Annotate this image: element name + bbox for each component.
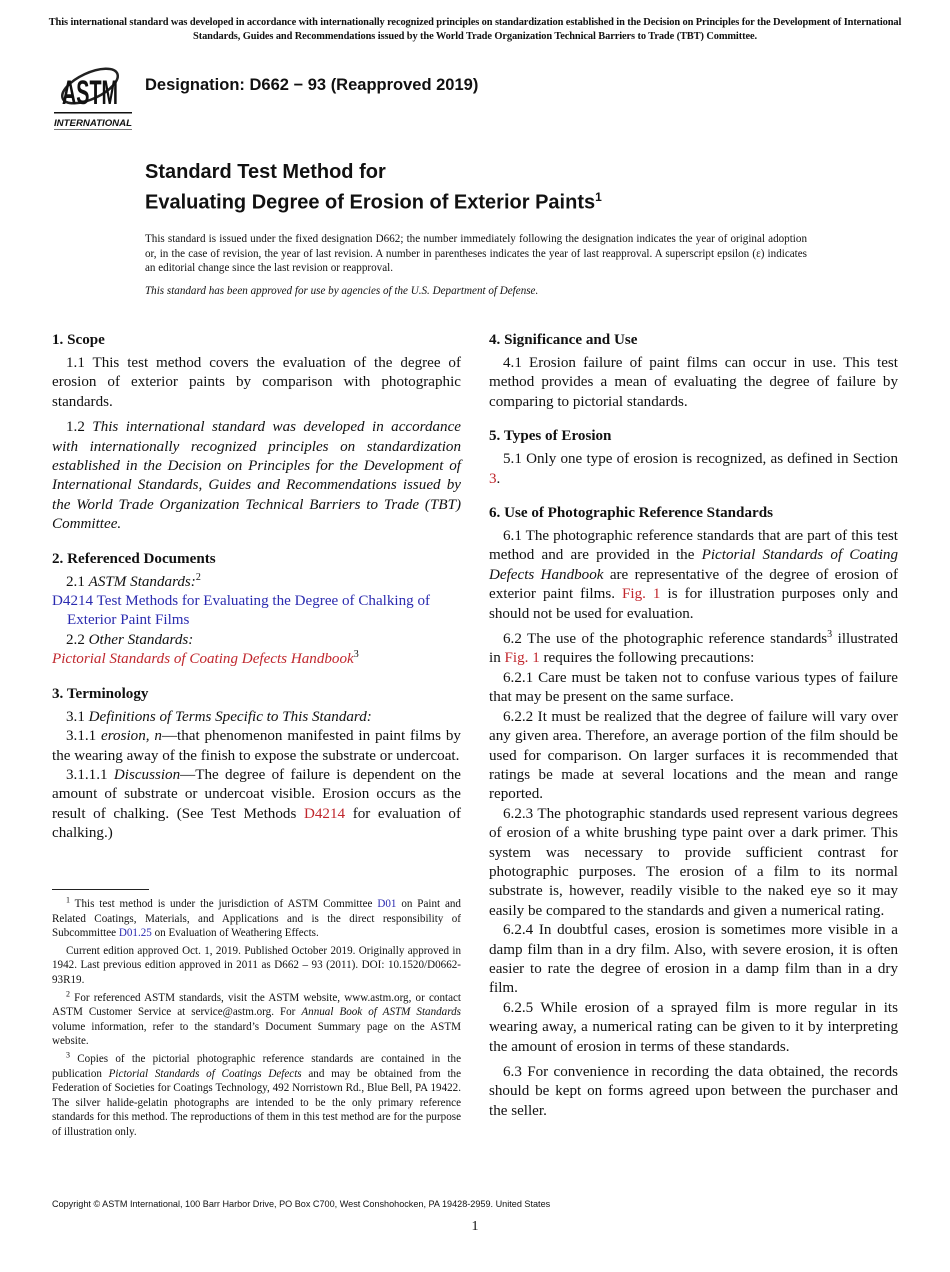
svg-text:INTERNATIONAL: INTERNATIONAL (54, 118, 133, 129)
footnotes (52, 897, 461, 1140)
reference-link[interactable]: D01.25 (118, 927, 152, 940)
text-run: 6.2.5 While erosion of a sprayed film is more regular in its wearing away, a numerical rating can be given to it by interpreting the amount of erosion in terms of these standards. (489, 999, 898, 1055)
designation: Designation: D662 − 93 (Reapproved 2019) (145, 76, 479, 94)
text-run: requires the following precautions: (539, 650, 755, 667)
title-line-1: Standard Test Method for (145, 161, 386, 183)
text-run: 4.1 Erosion failure of paint films can occur in use. This test method provides a mean of evaluating the degree of failure by comparing to pictorial standards. (489, 355, 898, 410)
text-run: This test method is under the jurisdiction of ASTM Committee (70, 898, 378, 910)
paragraph (52, 354, 461, 412)
text-run: erosion, n (101, 728, 162, 745)
reference-link[interactable]: D4214 (303, 805, 346, 822)
text-run: . (496, 470, 501, 487)
text-run: Other Standards: (88, 631, 194, 648)
text-run: Pictorial Standards of Coatings Defects (108, 1067, 302, 1080)
text-run: on Evaluation of Weathering Effects. (151, 927, 319, 940)
dod-approval-note: This standard has been approved for use by agencies of the U.S. Department of Defense. (145, 285, 539, 298)
abstract (145, 232, 807, 299)
paragraph (52, 727, 461, 766)
text-run: illustrated in (489, 631, 898, 667)
left-column (52, 330, 461, 844)
text-run: 6.2 The use of the photographic reference standards (503, 631, 828, 648)
text-run: This international standard was developed in accordance with internationally recognized principles on standardization established in the Decision on Principles for the Development of International Standards, Guides and Recommendations issued by the World Trade Organization Technical Barriers to Trade (TBT) Committee. (52, 419, 462, 533)
title-line-2 (145, 185, 602, 216)
paragraph (489, 999, 898, 1057)
reference-link[interactable]: 3 (489, 470, 497, 487)
paragraph (52, 708, 461, 727)
text-run: 2.1 (66, 573, 89, 590)
astm-logo (52, 56, 134, 132)
paragraph (52, 650, 461, 669)
text-run: 2.2 (66, 631, 89, 648)
footnote (52, 1052, 461, 1140)
text-run: 6.2.1 Care must be taken not to confuse various types of failure that may be present on the same surface. (489, 669, 898, 706)
text-run: 6.3 For convenience in recording the data obtained, the records should be kept on forms agreed upon between the purchaser and the seller. (489, 1064, 898, 1119)
footnote-ref[interactable]: 2 (195, 571, 201, 583)
title-line-2-text: Evaluating Degree of Erosion of Exterior Paints (145, 191, 596, 214)
section-heading: 4. Significance and Use (489, 332, 638, 348)
text-run: 6.2.4 In doubtful cases, erosion is sometimes more visible in a damp film than in a dry film. Also, with severe erosion, it is often easier to rate the degree of erosion in a damp film than in a dry film. (489, 922, 898, 997)
copyright: Copyright © ASTM International, 100 Barr Harbor Drive, PO Box C700, West Conshohocken, PA 19428-2959. United States (52, 1199, 551, 1209)
text-run: 3.1 (66, 708, 89, 725)
paragraph (489, 354, 898, 412)
text-run: Discussion (113, 766, 181, 783)
section-heading: 5. Types of Erosion (489, 428, 612, 445)
reference-link[interactable]: Fig. 1 (504, 650, 540, 667)
text-run: Annual Book of ASTM Standards (301, 1006, 461, 1019)
paragraph (489, 805, 898, 921)
page-number: 1 (471, 1219, 479, 1234)
text-run: are representative of the degree of erosion of exterior paint films. (489, 566, 898, 603)
paragraph (52, 766, 461, 844)
text-run: —The degree of failure is dependent on the amount of substrate or undercoat visible. Erosion occurs as the result of chalking. (See Test Methods (52, 766, 462, 822)
text-run: is for illustration purposes only and should not be used for evaluation. (489, 586, 899, 622)
text-run: Pictorial Standards of Coating Defects Handbook (489, 547, 898, 583)
reference-link[interactable]: Pictorial Standards of Coating Defects Handbook (52, 651, 354, 668)
paragraph (489, 921, 898, 999)
text-run: —that phenomenon manifested in paint films by the wearing away of the finish to expose the substrate or undercoat. (52, 728, 461, 764)
footnote (52, 988, 461, 1049)
paragraph (52, 592, 461, 631)
footnote (52, 897, 461, 941)
paragraph (52, 573, 461, 592)
text-run: 6.1 The photographic reference standards that are part of this test method and are provided in the (489, 528, 898, 564)
paragraph (52, 418, 461, 534)
text-run: 3.1.1 (66, 728, 102, 745)
paragraph (489, 1063, 898, 1121)
text-run: and may be obtained from the Federation of Societies for Coatings Technology, 492 Norristown Rd., Blue Bell, PA 19422. The silver halide-gelatin photographs are intended to be the only primary reference standards for this method. The reproductions of them in this test method are for the purpose of illustration only. (52, 1067, 461, 1138)
text-run: Copies of the pictorial photographic reference standards are contained in the publication (52, 1052, 461, 1080)
designation-note: This standard is issued under the fixed designation D662; the number immediately following the designation indicates the year of original adoption or, in the case of revision, the year of last revision. A number in parentheses indicates the year of last reapproval. A superscript epsilon (ε) indicates an editorial change since the last revision or reapproval. (145, 233, 807, 275)
paragraph (52, 631, 461, 650)
text-run: 6.2.2 It must be realized that the degree of failure will vary over any given area. Therefore, an average portion of the film should be used for comparison. On larger surfaces it is recommended that ratings be made at several locations and the mean and range reported. (489, 708, 898, 803)
footnote-ref[interactable]: 3 (66, 1050, 70, 1060)
section-heading: 2. Referenced Documents (52, 550, 216, 567)
section-heading: 3. Terminology (52, 685, 149, 702)
paragraph (489, 527, 898, 624)
text-run: 6.2.3 The photographic standards used represent various degrees of erosion of a white brushing type paint over a dark primer. This system was necessary to provide sufficient contrast for photographic purposes. The erosion of a film to its normal substrate is, however, readily visible to the naked eye so it may easily be compared to the standards and given a numerical rating. (489, 805, 898, 919)
text-run: 3.1.1.1 (66, 766, 114, 783)
footnote-ref[interactable]: 3 (827, 629, 833, 641)
text-run: Current edition approved Oct. 1, 2019. Published October 2019. Originally approved in 1942. Last previous edition approved in 2011 as D662 – 93 (2011). DOI: 10.1520/D0662-93R19. (52, 944, 461, 986)
text-run: 1.1 This test method covers the evaluation of the degree of erosion of exterior paints by comparison with photographic standards. (52, 355, 461, 410)
text-run: Definitions of Terms Specific to This Standard: (88, 708, 372, 725)
text-run: on Paint and Related Coatings, Materials, and Applications and is the direct responsibility of Subcommittee (52, 898, 461, 940)
text-run: 5.1 Only one type of erosion is recognized, as defined in Section (503, 451, 898, 468)
text-run: volume information, refer to the standard’s Document Summary page on the ASTM website. (52, 1020, 461, 1048)
title-footnote-ref[interactable]: 1 (595, 190, 602, 204)
paragraph (489, 450, 898, 489)
text-run: For referenced ASTM standards, visit the ASTM website, www.astm.org, or contact ASTM Customer Service at service@astm.org. For (52, 991, 461, 1019)
text-run: for evaluation of chalking.) (52, 805, 461, 842)
section-heading: 6. Use of Photographic Reference Standards (489, 505, 773, 522)
paragraph (489, 708, 898, 805)
footnote-ref[interactable]: 1 (66, 895, 70, 905)
reference-link[interactable]: Fig. 1 (622, 586, 661, 603)
svg-text:ASTM: ASTM (62, 74, 118, 112)
reference-link[interactable]: D4214 Test Methods for Evaluating the Degree of Chalking of Exterior Paint Films (52, 593, 431, 629)
reference-link[interactable]: D01 (377, 898, 397, 910)
document-title (145, 160, 602, 216)
footnote (52, 944, 461, 988)
international-standard-notice: This international standard was developed in accordance with internationally recognized principles on standardization established in the Decision on Principles for the Development of International Standards, Guides and Recommendations issued by the World Trade Organization Technical Barriers to Trade (TBT) Committee. (48, 17, 902, 42)
paragraph (489, 669, 898, 708)
paragraph (489, 630, 898, 669)
section-heading: 1. Scope (52, 332, 105, 348)
footnote-divider (52, 889, 149, 890)
right-column (489, 330, 898, 1121)
text-run: ASTM Standards: (88, 573, 196, 590)
text-run: 1.2 (66, 419, 93, 436)
footnote-ref[interactable]: 3 (353, 649, 359, 661)
footnote-ref[interactable]: 2 (66, 988, 70, 998)
